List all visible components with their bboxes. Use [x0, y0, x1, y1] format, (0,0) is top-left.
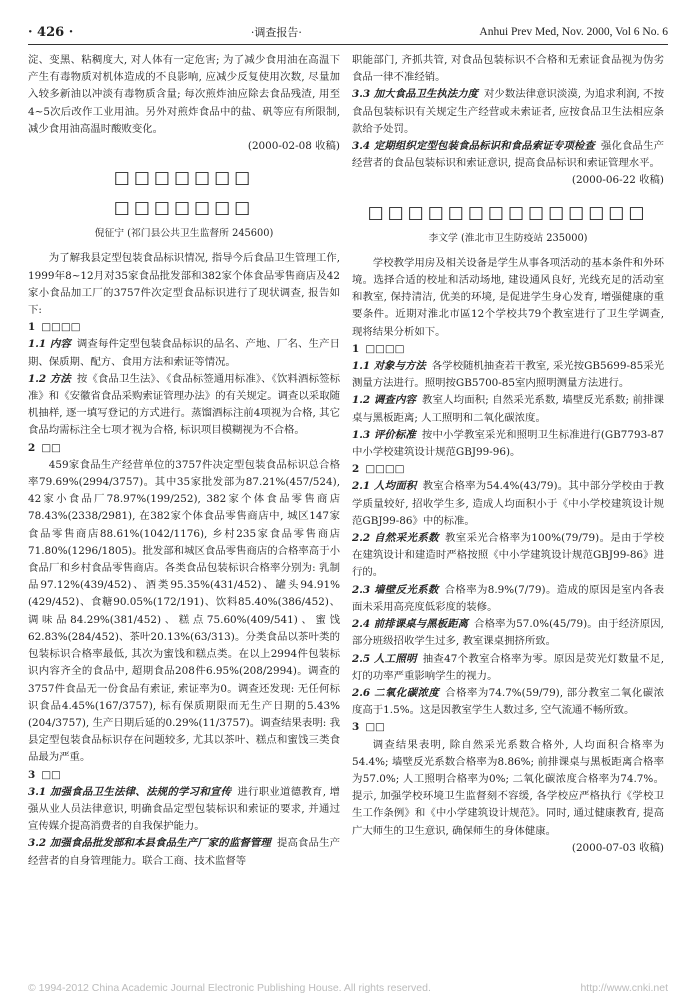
subsection: 2.1 人均面积 教室合格率为54.4%(43/79)。其中部分学校由于教学质量较好, 招收学生多, 造成人均面积小于《中小学校建筑设计规范GBJ99-86》中的标准。	[352, 480, 665, 527]
page-header	[28, 22, 668, 42]
subsection: 2.3 墙壁反光系数 合格率为8.9%(7/79)。造成的原因是室内各表面未采用高亮度低彩度的装修。	[352, 583, 664, 613]
section-heading: 2 □□□□	[352, 463, 405, 476]
paragraph: 调查结果表明, 除自然采光系数合格外, 人均面积合格率为54.4%; 墙壁反光系数合格率为8.86%; 前排课桌与黑板距离合格率为57.0%; 人工照明合格率为0%; 二氧化碳浓度合格率为74.7%。提示, 加强学校环境卫生监督刻不容缓, 各学校应严格执行《学校卫生工作条例》和《中小学建筑设计规范》。同时, 通过健康教育, 提高广大师生的卫生意识, 确保师生的身体健康。	[352, 738, 664, 837]
article-author: 倪征宁 (祁门县公共卫生监督所 245600)	[94, 228, 274, 240]
page-number: · 426 ·	[28, 24, 74, 40]
article-title-line: □□□□□□□	[113, 168, 255, 189]
subsection: 3.1 加强食品卫生法律、法规的学习和宣传 进行职业道德教育, 增强从业人员法律意识, 明确食品定型包装标识和索证的要求, 并通过宣传媒介提高消费者的自我保护能力。	[28, 785, 340, 833]
article-title	[352, 198, 664, 228]
paragraph: 学校教学用房及相关设备是学生从事各项活动的基本条件和外环境。选择合适的校址和活动场地, 建设通风良好, 光线充足的活动室和教室, 保持清洁, 优美的环境, 是促进学生身心发育, 增强健康的重要条件。近期对淮北市區12个学校共79个教室进行了卫生学调查, 现将结果分析如下。	[352, 256, 664, 338]
received-date: (2000-06-22 收稿)	[571, 174, 664, 187]
footer-link[interactable]: http://www.cnki.net	[580, 982, 668, 994]
paragraph: 为了解我县定型包装食品标识情况, 指导今后食品卫生管理工作, 1999年8~12月对35家食品批发部和382家个体食品零售商店及42家小食品加工厂的3757件次定型食品标识进行了现状调查, 报告如下:	[28, 252, 340, 317]
subsection: 3.3 加大食品卫生执法力度 对少数法律意识淡漠, 为追求利润, 不按食品包装标识有关规定生产经营或未索证者, 应按食品卫生法相应条款给予处罚。	[352, 88, 664, 135]
subsection: 2.2 自然采光系数 教室采光合格率为100%(79/79)。是由于学校在建筑设计和建造时严格按照《中小学建筑设计规范GBJ99-86》进行的。	[352, 532, 664, 579]
copyright-footer	[28, 982, 668, 994]
received-date: (2000-07-03 收稿)	[571, 841, 664, 854]
copyright-text: © 1994-2012 China Academic Journal Electronic Publishing House. All rights reserved.	[28, 982, 431, 994]
header-rule	[28, 44, 668, 45]
section-heading: 3 □□	[352, 721, 385, 734]
paragraph: 职能部门, 齐抓共管, 对食品包装标识不合格和无索证食品视为伪劣食品一律不准经销。	[352, 54, 664, 84]
subsection: 3.4 定期组织定型包装食品标识和食品索证专项检查 强化食品生产经营者的食品包装标识和索证意识, 提高食品标识和索证管理水平。	[352, 140, 664, 170]
subsection: 1.3 评价标准 按中小学教室采光和照明卫生标准进行(GB7793-87中小学校建筑设计规范GBJ99-96)。	[352, 428, 664, 459]
prev-article-text: 淀、变黑、粘稠度大, 对人体有一定危害; 为了减少食用油在高温下产生有毒物质对机体造成的不良影响, 应减少反复使用次数, 尽量加入较多新油以冲淡有毒物质含量; 每次煎炸油应除去食品残渣, 用至4~5次后改作工业用油。另外对煎炸食品中的盐、矾等应有所限制, 减少食用油高温时酸败变化。	[28, 54, 340, 135]
article-title-line: □□□□□□□□□□□□□□	[367, 202, 649, 223]
paragraph: 459家食品生产经营单位的3757件决定型包装食品标识总合格率79.69%(2994/3757)。其中35家批发部为87.21%(457/524), 42家小食品厂78.97%(199/252), 382家个体食品零售商店78.43%(2338/2981), 在382家个体食品零售商店中, 城区147家食品零售商店88.61%(1042/1176), 乡村235家食品零售商店71.80%(1296/1805)。批发部和城区食品零售商店的合格率高于小食品厂和乡村食品零售商店。各类食品包装标识合格率分别为: 乳制品97.12%(439/452)、酒类95.35%(431/452)、罐头94.91%(429/452)、食糖90.05%(172/191)、饮料85.40%(386/452)、调味品84.29%(381/452)、糕点75.60%(409/541)、蜜饯62.83%(284/452)、茶叶20.13%(63/313)。分类食品以茶叶类的包装标识合格率最低, 其次为蜜饯和糕点类。在以上2994件包装标识内容齐全的食品中, 超期食品208件6.95%(208/2994)。调查的3757件食品无一份食品有索证, 索证率为0。调查还发现: 无任何标识食品4.45%(167/3757), 标有保质期限而无生产日期的5.43%(204/3757), 生产日期后延的0.29%(11/3757)。调查结果表明: 我县定型包装食品标识存在问题较多, 尤其以茶叶、糕点和蜜饯三类食品最为严重。	[28, 458, 340, 764]
received-date: (2000-02-08 收稿)	[247, 140, 340, 153]
article-title	[28, 163, 340, 223]
section-heading: 1 □□□□	[352, 342, 405, 355]
subsection: 2.6 二氧化碳浓度 合格率为74.7%(59/79), 部分教室二氧化碳浓度高于1.5%。这是因教室学生人数过多, 空气流通不畅所致。	[352, 686, 664, 717]
section-label: ·调查报告·	[250, 26, 302, 39]
subsection: 1.2 调查内容 教室人均面积; 自然采光系数, 墙壁反光系数; 前排课桌与黑板距离; 人工照明和二氧化碳浓度。	[352, 394, 664, 424]
subsection: 1.1 内容 调查每件定型包装食品标识的品名、产地、厂名、生产日期、保质期、配方、食用方法和索证等情况。	[28, 338, 341, 368]
section-heading: 1 □□□□	[28, 321, 81, 334]
journal-citation: Anhui Prev Med, Nov. 2000, Vol 6 No. 6	[479, 26, 668, 38]
section-heading: 3 □□	[28, 768, 61, 781]
subsection: 1.1 对象与方法 各学校随机抽查若干教室, 采光按GB5699-85采光测量方法进行。照明按GB5700-85室内照明测量方法进行。	[352, 360, 664, 390]
article-title-line: □□□□□□□	[113, 198, 255, 219]
subsection: 2.5 人工照明 抽查47个教室合格率为零。原因是荧光灯数量不足, 灯的功率严重影响学生的视力。	[352, 652, 664, 682]
subsection: 2.4 前排课桌与黑板距离 合格率为57.0%(45/79)。由于经济原因, 部分班级招收学生过多, 教室课桌拥挤所致。	[352, 618, 664, 648]
subsection: 3.2 加强食品批发部和本县食品生产厂家的监督管理 提高食品生产经营者的自身管理能力。联合工商、技术监督等	[28, 837, 340, 867]
section-heading: 2 □□	[28, 441, 61, 454]
left-column	[28, 52, 340, 870]
article-author: 李文学 (淮北市卫生防疫站 235000)	[428, 232, 588, 244]
subsection: 1.2 方法 按《食品卫生法》、《食品标签通用标准》、《饮料酒标签标准》和《安徽省食品采购索证管理办法》的有关规定。调查以采取随机抽样, 逐一填写登记的方式进行。蒸馏酒标注前4项视为合格, 其它食品均需标注全七项才视为合格, 标识项目模糊视为不合格。	[28, 372, 340, 437]
right-column	[352, 52, 664, 863]
